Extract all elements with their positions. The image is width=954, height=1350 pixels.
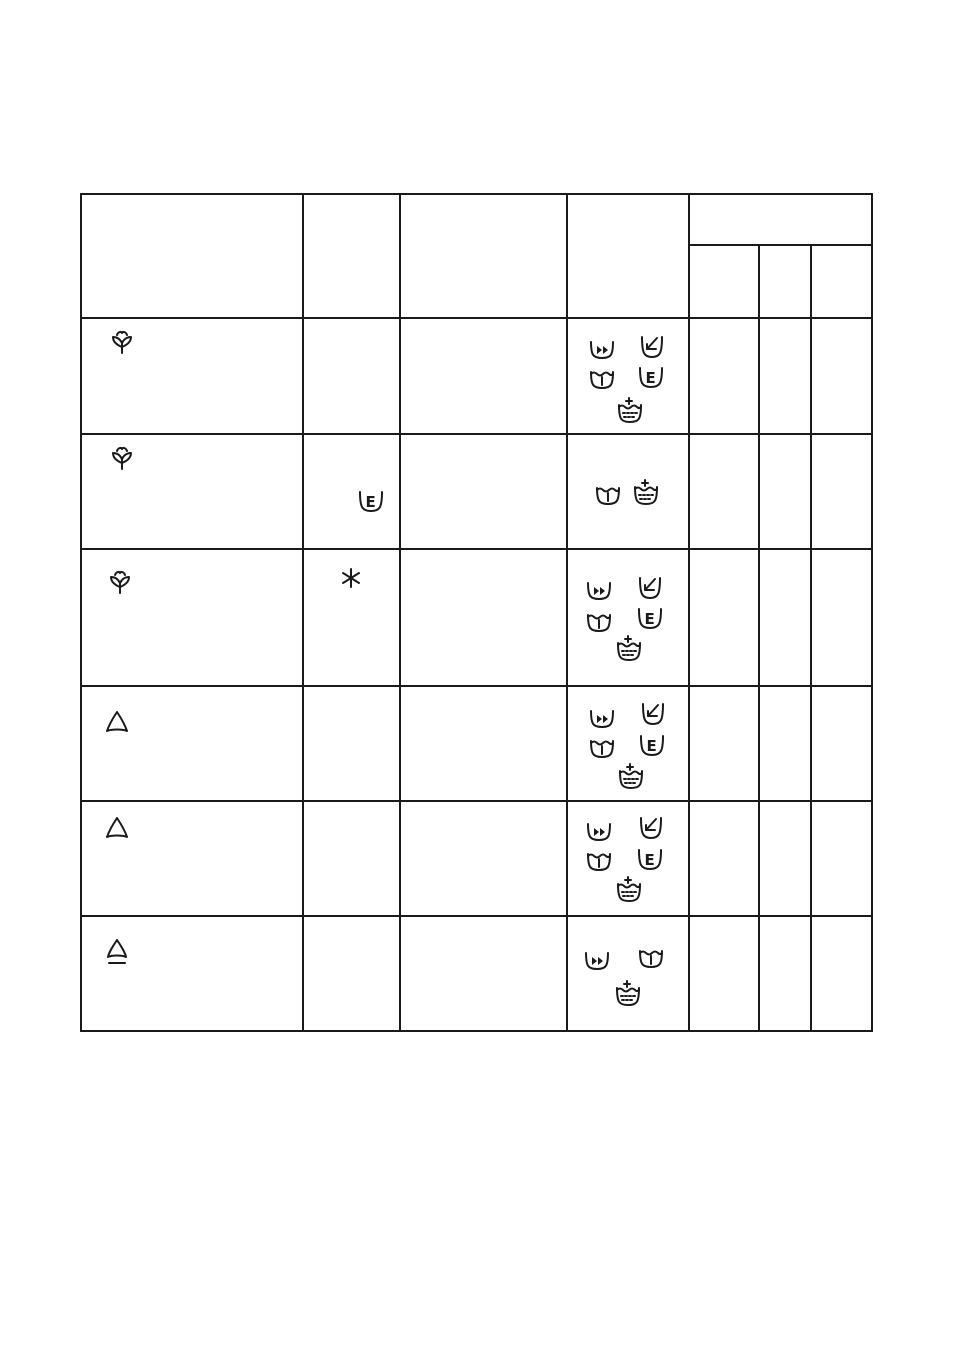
cotton-flower-icon	[108, 329, 136, 357]
economy-icon	[637, 607, 663, 631]
delicates-triangle-icon	[104, 937, 130, 967]
rinse-hold-icon	[589, 708, 615, 730]
prewash-icon	[589, 369, 615, 391]
spin-icon	[638, 333, 666, 361]
extra-rinse-icon	[615, 635, 643, 663]
table-border	[81, 194, 872, 1031]
svg-text:E: E	[365, 493, 376, 511]
spin-icon	[639, 700, 667, 728]
economy-icon	[639, 734, 665, 758]
prewash-icon	[638, 948, 664, 970]
extra-rinse-icon	[614, 980, 642, 1008]
rinse-hold-icon	[586, 580, 612, 602]
svg-text:E: E	[644, 610, 655, 628]
cold-asterisk-icon	[339, 566, 363, 590]
extra-rinse-icon	[632, 479, 660, 507]
synthetics-triangle-icon	[104, 815, 130, 841]
prewash-icon	[595, 485, 621, 507]
spin-icon	[637, 814, 665, 842]
synthetics-triangle-icon	[104, 709, 130, 735]
rinse-hold-icon	[584, 950, 610, 972]
economy-icon	[638, 366, 664, 390]
prewash-icon	[586, 612, 612, 634]
cotton-flower-icon	[106, 569, 134, 597]
prewash-icon	[589, 738, 615, 760]
economy-icon	[358, 490, 384, 514]
economy-icon	[637, 848, 663, 872]
extra-rinse-icon	[615, 876, 643, 904]
prewash-icon	[586, 851, 612, 873]
svg-text:E: E	[646, 737, 657, 755]
spin-icon	[636, 574, 664, 602]
svg-text:E: E	[645, 369, 656, 387]
rinse-hold-icon	[589, 339, 615, 361]
svg-text:E: E	[644, 851, 655, 869]
extra-rinse-icon	[617, 763, 645, 791]
rinse-hold-icon	[586, 821, 612, 843]
cotton-flower-icon	[108, 445, 136, 473]
extra-rinse-icon	[616, 397, 644, 425]
